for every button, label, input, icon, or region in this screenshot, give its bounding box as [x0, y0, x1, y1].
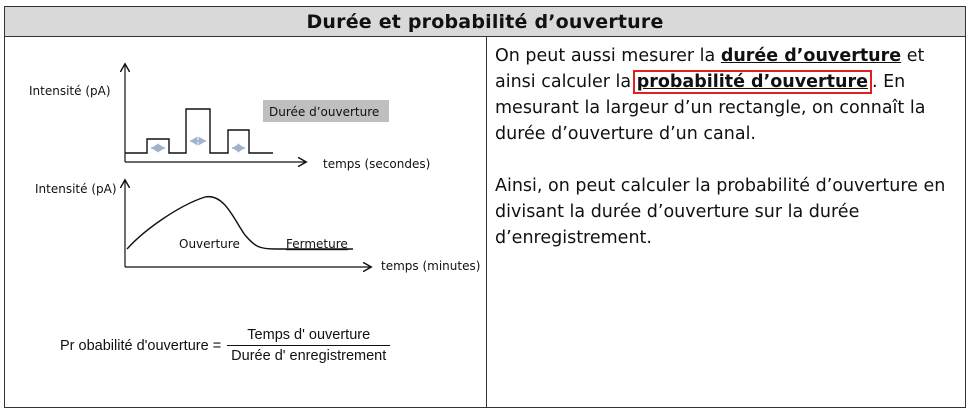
formula-denominator: Durée d' enregistrement	[227, 345, 390, 364]
formula-numerator: Temps d' ouverture	[247, 327, 371, 343]
graph1-signal-trace	[125, 109, 273, 153]
column-divider	[486, 37, 487, 408]
graph1-ylabel: Intensité (pA)	[29, 84, 111, 98]
graph2-label-close: Fermeture	[286, 237, 348, 251]
left-cell	[5, 37, 486, 408]
content-table	[4, 6, 966, 408]
probability-formula	[60, 327, 390, 364]
graph1-xlabel: temps (secondes)	[323, 157, 431, 171]
graph2-label-open: Ouverture	[179, 237, 240, 251]
p1-text-e: . En mesurant la largeur d’un rectangle, on connaît la durée d’ouverture d’un canal.	[495, 72, 926, 144]
formula-lhs: Pr obabilité d'ouverture =	[60, 337, 222, 354]
p1-text-a: On peut aussi mesurer la	[495, 46, 721, 66]
right-cell	[495, 43, 955, 277]
p1-term-duree: durée d’ouverture	[720, 46, 902, 66]
graph1-legend-label: Durée d’ouverture	[269, 105, 380, 119]
p1-text-c: et ainsi calculer la	[495, 46, 925, 92]
p1-term-probabilite: probabilité d’ouverture	[636, 72, 868, 92]
paragraph-1	[495, 43, 955, 147]
highlight-box	[633, 70, 872, 94]
header-title: Durée et probabilité d’ouverture	[306, 10, 664, 33]
formula-fraction	[227, 327, 390, 364]
table-header	[5, 7, 965, 37]
graph2-ylabel: Intensité (pA)	[35, 182, 117, 196]
graph-1	[29, 65, 430, 171]
paragraph-2: Ainsi, on peut calculer la probabilité d’ouverture en divisant la durée d’ouverture sur la durée d’enregistrement.	[495, 176, 946, 248]
graph2-xlabel: temps (minutes)	[381, 259, 481, 273]
graph-2	[35, 181, 480, 273]
